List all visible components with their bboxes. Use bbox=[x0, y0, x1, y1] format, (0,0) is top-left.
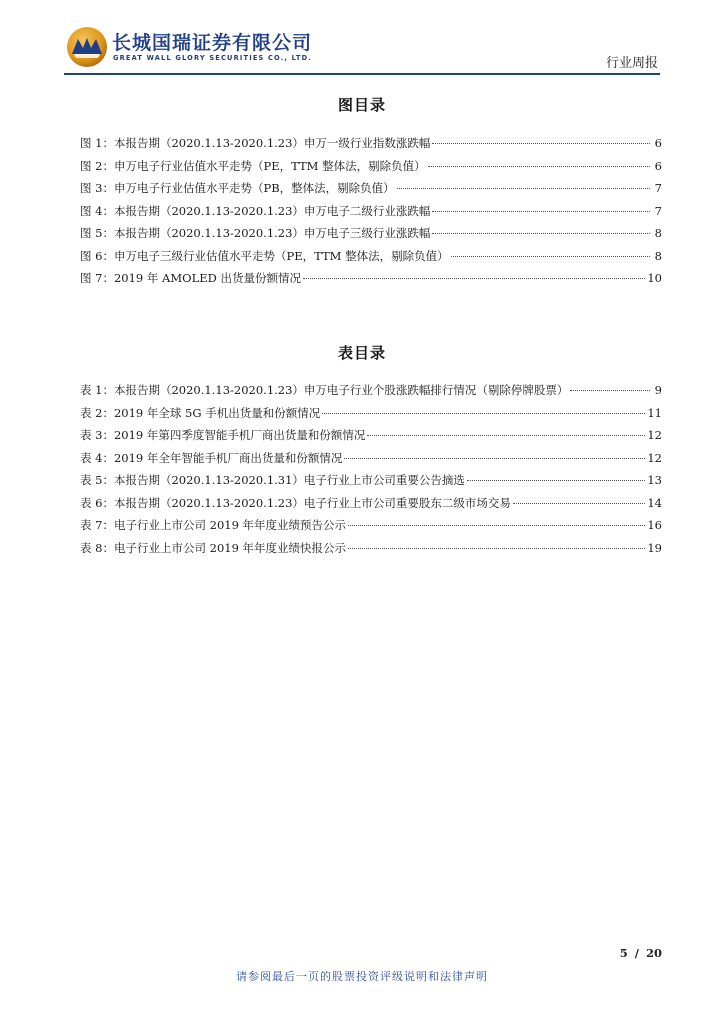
disclaimer-note: 请参阅最后一页的股票投资评级说明和法律声明 bbox=[236, 970, 488, 983]
figure-entry[interactable] bbox=[80, 200, 662, 223]
tables-heading: 表目录 bbox=[337, 344, 386, 362]
header-divider bbox=[64, 73, 660, 75]
table-entry-page: 14 bbox=[647, 495, 662, 510]
table-entry[interactable] bbox=[80, 447, 662, 470]
table-entry[interactable] bbox=[80, 537, 662, 560]
figure-entry-title: 申万电子行业估值水平走势（PB，整体法，剔除负值） bbox=[113, 181, 395, 195]
figure-entry-title: 本报告期（2020.1.13-2020.1.23）申万电子二级行业涨跌幅 bbox=[113, 203, 431, 218]
dot-leader bbox=[451, 255, 650, 257]
figure-entry-title: 申万电子行业估值水平走势（PE，TTM 整体法，剔除负值） bbox=[113, 158, 426, 173]
company-name-en: GREAT WALL GLORY SECURITIES CO., LTD. bbox=[113, 54, 312, 62]
page-header bbox=[0, 0, 724, 80]
table-entry-title: 本报告期（2020.1.13-2020.1.23）电子行业上市公司重要股东二级市场交易 bbox=[113, 495, 511, 510]
figures-list bbox=[80, 132, 662, 290]
table-entry-label: 表 2： bbox=[80, 405, 114, 420]
dot-leader bbox=[397, 187, 650, 189]
dot-leader bbox=[303, 277, 645, 279]
dot-leader bbox=[348, 524, 645, 526]
table-entry-title: 本报告期（2020.1.13-2020.1.23）申万电子行业个股涨跌幅排行情况（剔除停牌股票） bbox=[113, 383, 569, 397]
table-entry-label: 表 4： bbox=[80, 450, 114, 465]
table-entry-title: 2019 年全球 5G 手机出货量和份额情况 bbox=[113, 405, 321, 420]
table-entry-page: 9 bbox=[654, 383, 662, 397]
figure-entry-title: 申万电子三级行业估值水平走势（PE，TTM 整体法，剔除负值） bbox=[113, 248, 449, 263]
table-entry-page: 16 bbox=[647, 518, 662, 532]
figure-entry[interactable] bbox=[80, 132, 662, 155]
figure-entry-page: 10 bbox=[647, 271, 662, 285]
dot-leader bbox=[428, 165, 650, 167]
table-entry-title: 本报告期（2020.1.13-2020.1.31）电子行业上市公司重要公告摘选 bbox=[113, 473, 465, 487]
page-total: 20 bbox=[645, 946, 662, 960]
dot-leader bbox=[570, 389, 650, 391]
dot-leader bbox=[432, 232, 650, 234]
figure-entry-label: 图 1： bbox=[80, 136, 114, 150]
figure-entry-label: 图 7： bbox=[80, 271, 114, 285]
figure-entry-title: 本报告期（2020.1.13-2020.1.23）申万一级行业指数涨跌幅 bbox=[113, 136, 431, 150]
figure-entry[interactable] bbox=[80, 177, 662, 200]
table-entry-title: 电子行业上市公司 2019 年年度业绩快报公示 bbox=[113, 540, 347, 555]
table-entry-label: 表 1： bbox=[80, 383, 114, 397]
page-current: 5 bbox=[619, 946, 628, 960]
figure-entry-label: 图 2： bbox=[80, 158, 114, 173]
company-name-cn: 长城国瑞证券有限公司 bbox=[112, 32, 313, 54]
dot-leader bbox=[344, 457, 645, 459]
tables-list bbox=[80, 379, 662, 559]
figure-entry-page: 8 bbox=[654, 226, 662, 240]
figure-entry-label: 图 4： bbox=[80, 203, 114, 218]
figure-entry-label: 图 6： bbox=[80, 248, 114, 263]
figure-entry-page: 7 bbox=[654, 181, 662, 195]
figure-entry[interactable] bbox=[80, 155, 662, 178]
figure-entry[interactable] bbox=[80, 267, 662, 290]
figure-entry-title: 2019 年 AMOLED 出货量份额情况 bbox=[113, 271, 301, 285]
dot-leader bbox=[322, 412, 645, 414]
table-entry[interactable] bbox=[80, 492, 662, 515]
table-entry[interactable] bbox=[80, 424, 662, 447]
table-entry-title: 2019 年全年智能手机厂商出货量和份额情况 bbox=[113, 450, 343, 465]
figure-entry-page: 8 bbox=[654, 248, 662, 263]
figure-entry-page: 7 bbox=[654, 203, 662, 218]
table-entry-page: 11 bbox=[647, 405, 662, 420]
dot-leader bbox=[513, 502, 645, 504]
table-entry-title: 电子行业上市公司 2019 年年度业绩预告公示 bbox=[113, 518, 347, 532]
page-separator: / bbox=[634, 946, 639, 960]
gw-logo-icon bbox=[66, 26, 108, 68]
figures-heading: 图目录 bbox=[337, 96, 386, 114]
dot-leader bbox=[432, 210, 650, 212]
table-entry-label: 表 5： bbox=[80, 473, 114, 487]
figure-entry-label: 图 5： bbox=[80, 226, 114, 240]
figure-entry[interactable] bbox=[80, 245, 662, 268]
table-entry[interactable] bbox=[80, 379, 662, 402]
table-entry-label: 表 3： bbox=[80, 428, 114, 442]
dot-leader bbox=[367, 434, 645, 436]
table-entry[interactable] bbox=[80, 469, 662, 492]
page-number bbox=[620, 946, 662, 960]
table-entry-label: 表 7： bbox=[80, 518, 114, 532]
table-entry-label: 表 8： bbox=[80, 540, 114, 555]
figure-entry-title: 本报告期（2020.1.13-2020.1.23）申万电子三级行业涨跌幅 bbox=[113, 226, 431, 240]
figure-entry-page: 6 bbox=[654, 158, 662, 173]
report-type-label: 行业周报 bbox=[605, 56, 658, 71]
table-entry-page: 13 bbox=[647, 473, 662, 487]
dot-leader bbox=[348, 547, 645, 549]
table-entry-label: 表 6： bbox=[80, 495, 114, 510]
table-entry-page: 12 bbox=[647, 450, 662, 465]
table-entry[interactable] bbox=[80, 402, 662, 425]
dot-leader bbox=[467, 479, 645, 481]
table-entry-page: 12 bbox=[647, 428, 662, 442]
dot-leader bbox=[432, 142, 650, 144]
figure-entry-label: 图 3： bbox=[80, 181, 114, 195]
table-entry-page: 19 bbox=[647, 540, 662, 555]
figure-entry-page: 6 bbox=[654, 136, 662, 150]
table-entry-title: 2019 年第四季度智能手机厂商出货量和份额情况 bbox=[113, 428, 366, 442]
table-entry[interactable] bbox=[80, 514, 662, 537]
figure-entry[interactable] bbox=[80, 222, 662, 245]
